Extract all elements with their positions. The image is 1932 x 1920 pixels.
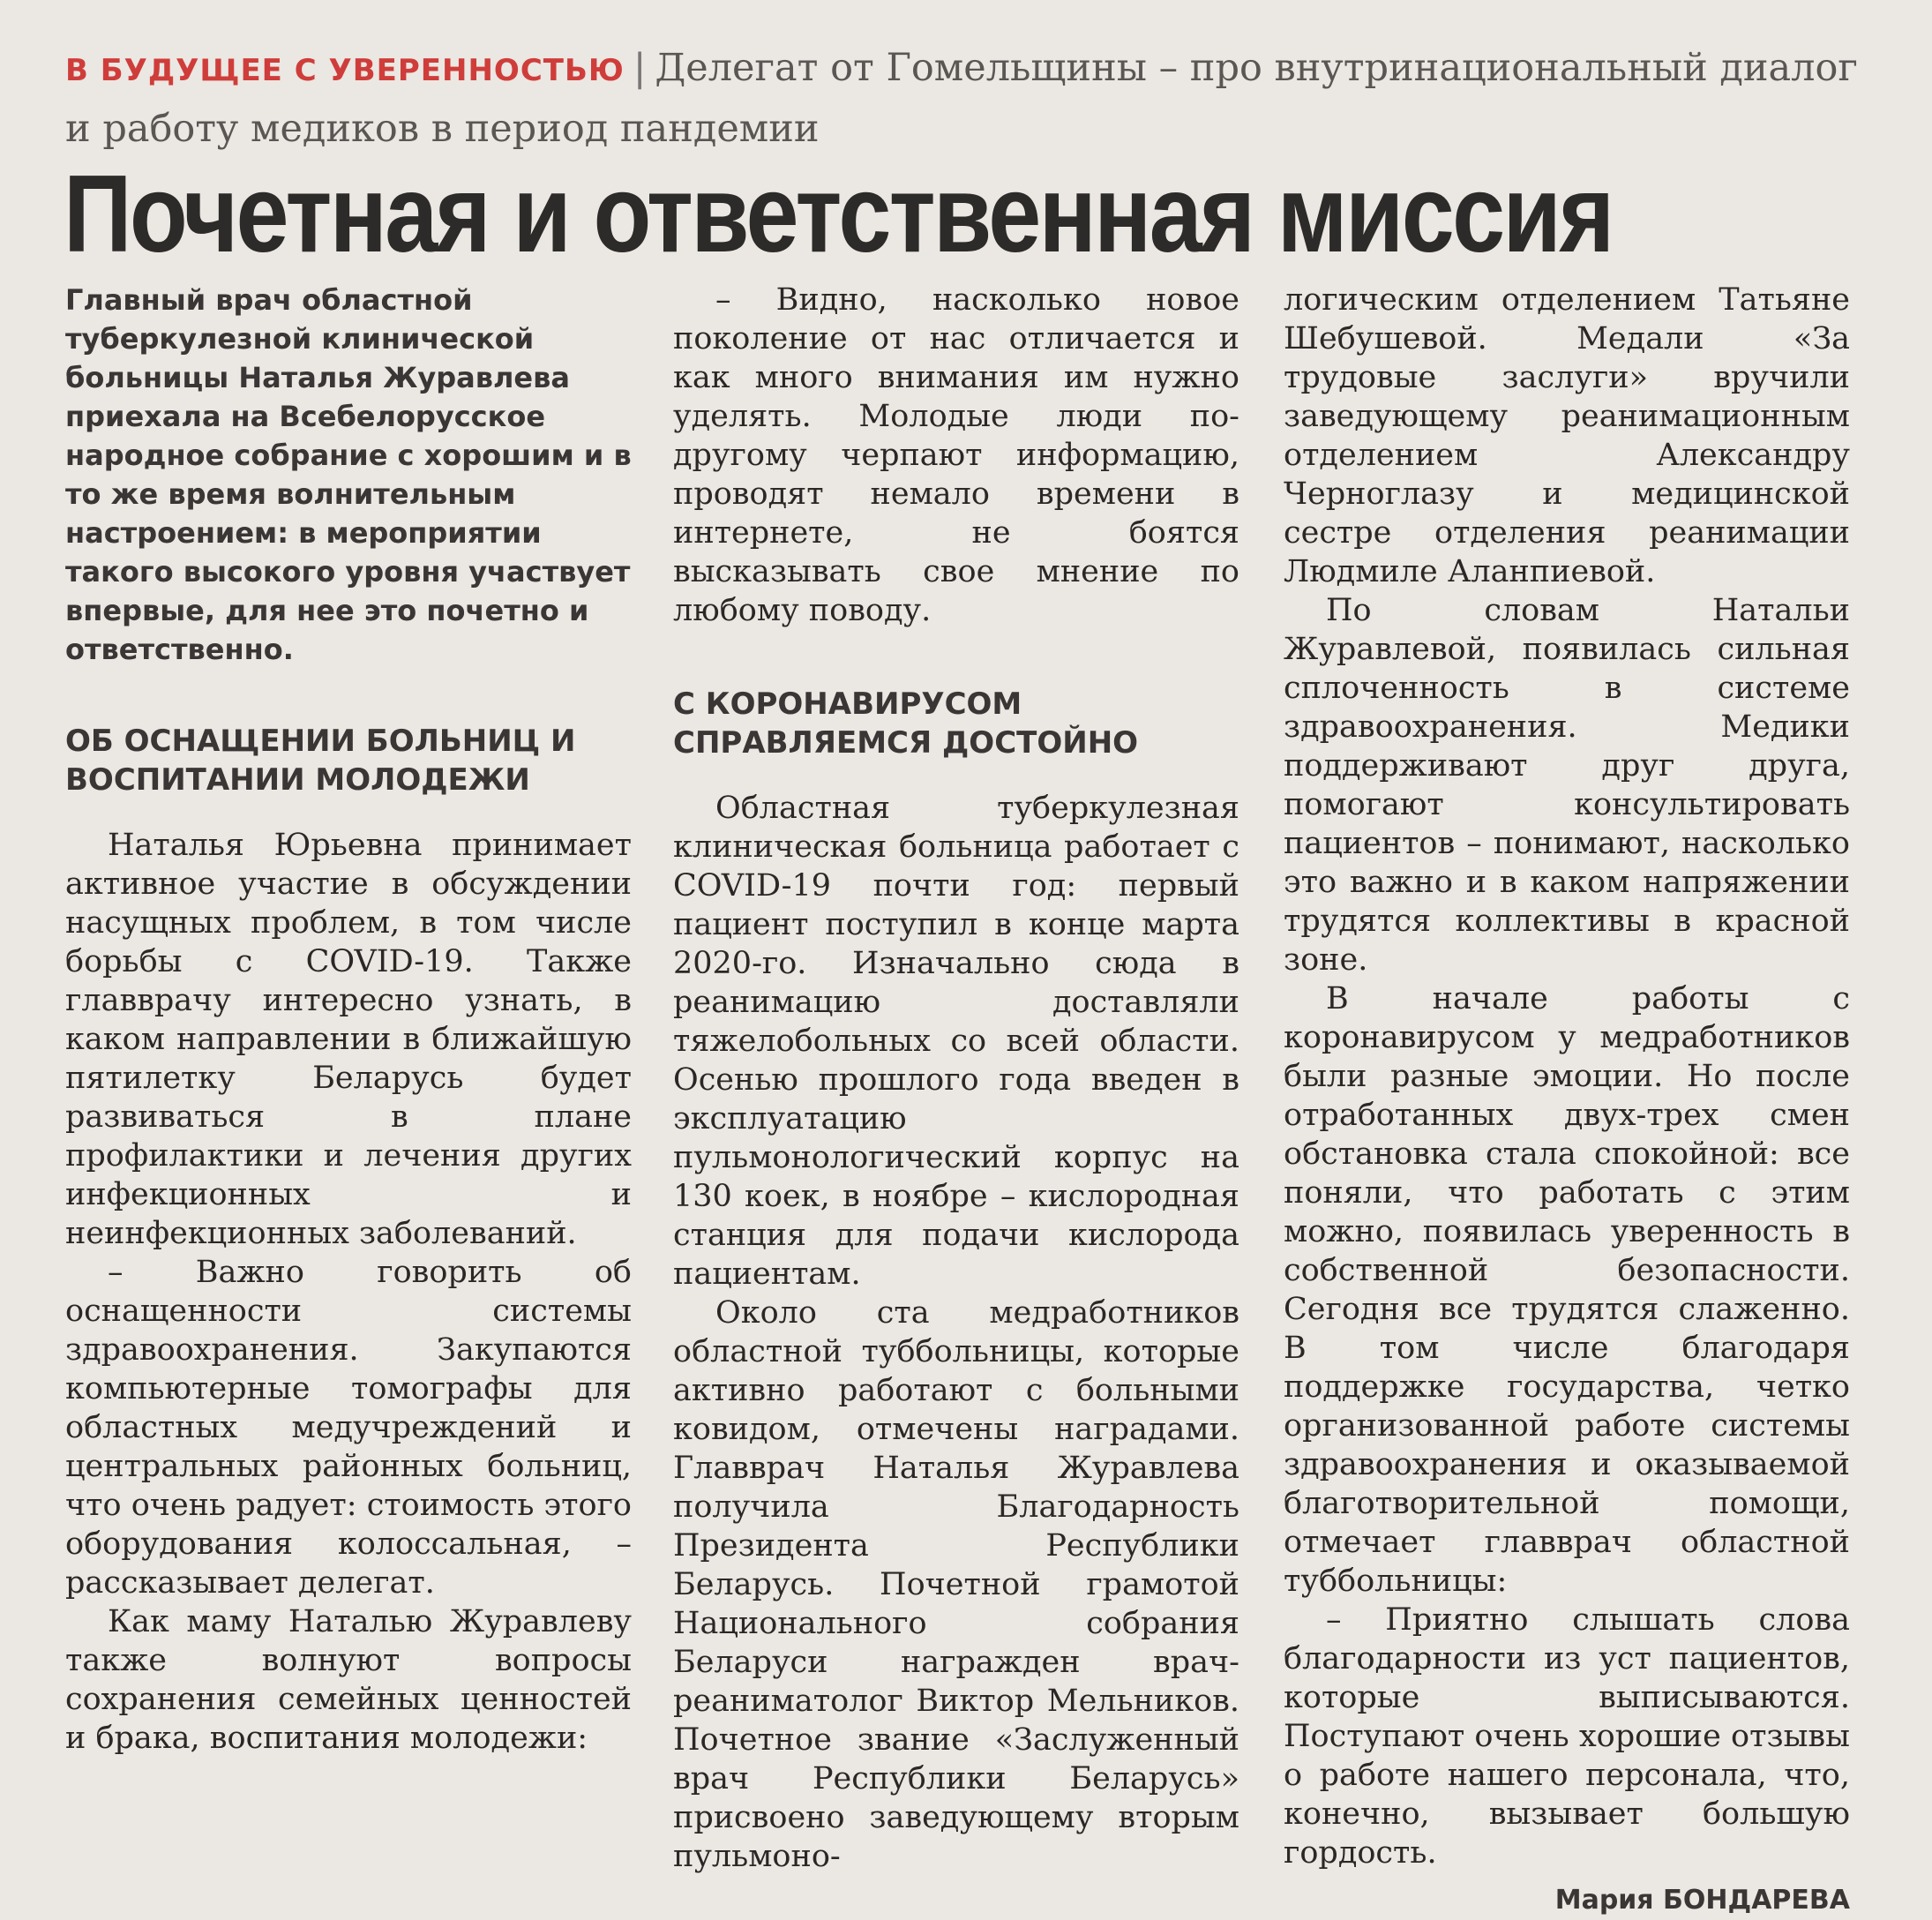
article-paragraph: – Видно, насколько новое поколение от нас отличается и как много внимания им нужно уделять. Молодые люди по-другому черпают информацию, проводят немало времени в интернете, не боятся высказывать свое мнение по любому поводу. [673, 282, 1239, 628]
kicker-text: Делегат от Гомельщины – про внутринациональный диалог и работу медиков в период пандемии [65, 46, 1858, 151]
article-paragraph: Наталья Юрьевна принимает активное участие в обсуждении насущных проблем, в том числе борьбы с COVID-19. Также главврачу интересно узнать, в каком направлении в ближайшую пятилетку Беларусь будет развиваться в плане профилактики и лечения других инфекционных и неинфекционных заболеваний. [65, 828, 632, 1251]
article-paragraph: – Приятно слышать слова благодарности из уст пациентов, которые выписываются. Поступают очень хорошие отзывы о работе нашего персонала, что, конечно, вызывает большую гордость. [1284, 1602, 1850, 1871]
article-paragraph: логическим отделением Татьяне Шебушевой. Медали «За трудовые заслуги» вручили заведующему реанимационным отделением Александру Черноглазу и медицинской сестре отделения реанимации Людмиле Аланпиевой. [1284, 282, 1850, 589]
section-heading-equipment: ОБ ОСНАЩЕНИИ БОЛЬНИЦ И ВОСПИТАНИИ МОЛОДЕЖИ [65, 724, 576, 798]
article-paragraph: – Важно говорить об оснащенности системы здравоохранения. Закупаются компьютерные томографы для областных медучреждений и центральных районных больниц, что очень радует: стоимость этого оборудования колоссальная, – рассказывает делегат. [65, 1255, 632, 1601]
kicker [65, 39, 1874, 158]
article-paragraph: Как маму Наталью Журавлеву также волнуют вопросы сохранения семейных ценностей и брака, воспитания молодежи: [65, 1604, 632, 1756]
article-paragraph: По словам Натальи Журавлевой, появилась сильная сплоченность в системе здравоохранения. Медики поддерживают друг друга, помогают консультировать пациентов – понимают, насколько это важно и в каком напряжении трудятся коллективы в красной зоне. [1284, 593, 1850, 978]
article-paragraph: В начале работы с коронавирусом у медработников были разные эмоции. Но после отработанных двух-трех смен обстановка стала спокойной: все поняли, что работать с этим можно, появилась уверенность в собственной безопасности. Сегодня все трудятся слаженно. В том числе благодаря поддержке государства, четко организованной работе системы здравоохранения и оказываемой благотворительной помощи, отмечает главврач областной туббольницы: [1284, 981, 1850, 1599]
column-1 [65, 281, 632, 1758]
column-3 [1284, 281, 1850, 1920]
headline: Почетная и ответственная миссия [64, 154, 1613, 275]
article-paragraph: Около ста медработников областной туббольницы, которые активно работают с больными ковидом, отмечены наградами. Главврач Наталья Журавлева получила Благодарность Президента Республики Беларусь. Почетной грамотой Национального собрания Беларуси награжден врач-реаниматолог Виктор Мельников. Почетное звание «Заслуженный врач Республики Беларусь» присвоено заведующему вторым пульмоно- [673, 1295, 1239, 1874]
article-paragraph: Областная туберкулезная клиническая больница работает с COVID-19 почти год: первый пациент поступил в конце марта 2020-го. Изначально сюда в реанимацию доставляли тяжелобольных со всей области. Осенью прошлого года введен в эксплуатацию пульмонологический корпус на 130 коек, в ноябре – кислородная станция для подачи кислорода пациентам. [673, 791, 1239, 1292]
kicker-separator: | [633, 46, 647, 90]
column-2 [673, 281, 1239, 1876]
lead-paragraph: Главный врач областной туберкулезной клинической больницы Наталья Журавлева приехала на Всебелорусское народное собрание с хорошим и в то же время волнительным настроением: в мероприятии такого высокого уровня участвует впервые, для нее это почетно и ответственно. [65, 283, 632, 666]
rubric-label: В БУДУЩЕЕ С УВЕРЕННОСТЬЮ [65, 53, 625, 88]
author-byline: Мария БОНДАРЕВА [1554, 1885, 1850, 1916]
section-heading-covid: С КОРОНАВИРУСОМ СПРАВЛЯЕМСЯ ДОСТОЙНО [673, 686, 1139, 761]
